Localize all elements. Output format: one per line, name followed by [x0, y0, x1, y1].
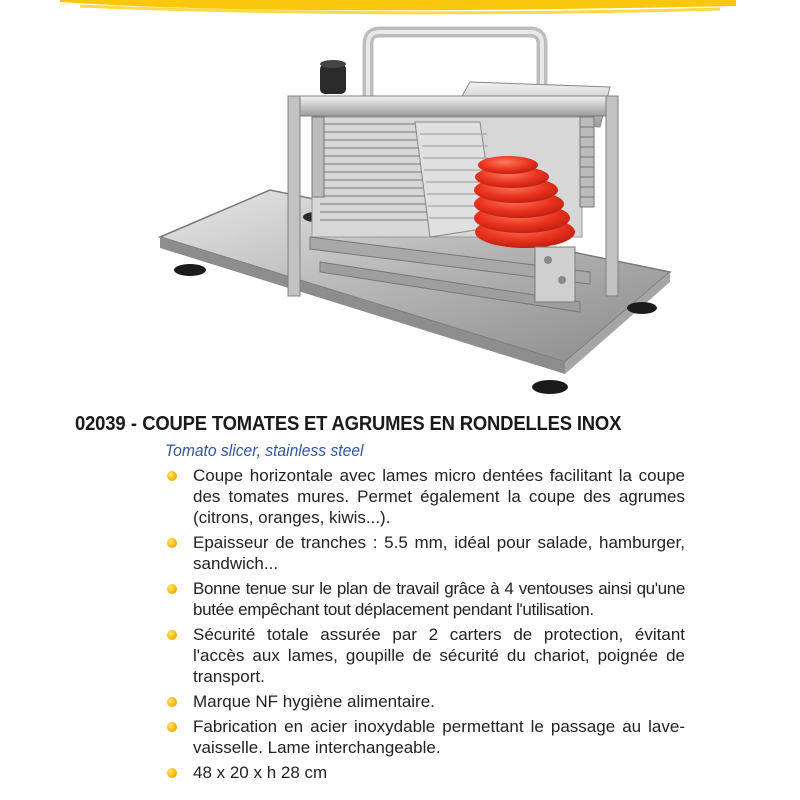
bullet-dot-icon	[167, 471, 177, 481]
list-item	[165, 762, 685, 783]
product-title: COUPE TOMATES ET AGRUMES EN RONDELLES INOX	[142, 412, 622, 435]
list-item	[165, 716, 685, 758]
list-item	[165, 465, 685, 528]
bullet-dot-icon	[167, 697, 177, 707]
bullet-text: Coupe horizontale avec lames micro dentées facilitant la coupe des tomates mures. Permet également la coupe des agrumes (citrons, oranges, kiwis...).	[193, 466, 685, 527]
bullet-text: 48 x 20 x h 28 cm	[193, 763, 328, 782]
list-item	[165, 691, 685, 712]
list-item	[165, 578, 685, 620]
title-separator: -	[130, 412, 137, 435]
list-item	[165, 624, 685, 687]
tomato-slicer-photo	[150, 22, 690, 407]
bullet-text: Sécurité totale assurée par 2 carters de protection, évitant l'accès aux lames, goupille de sécurité du chariot, poignée de transport.	[193, 625, 685, 686]
bullet-text: Fabrication en acier inoxydable permettant le passage au lave-vaisselle. Lame interchangeable.	[193, 717, 685, 757]
product-code: 02039	[75, 412, 126, 435]
bullet-dot-icon	[167, 630, 177, 640]
bullet-dot-icon	[167, 768, 177, 778]
bullet-text: Marque NF hygiène alimentaire.	[193, 692, 435, 711]
top-yellow-band	[60, 0, 736, 18]
bullet-dot-icon	[167, 538, 177, 548]
product-title-line	[75, 412, 621, 436]
feature-list	[165, 465, 685, 787]
product-subtitle: Tomato slicer, stainless steel	[165, 441, 364, 460]
bullet-dot-icon	[167, 584, 177, 594]
bullet-text: Epaisseur de tranches : 5.5 mm, idéal pour salade, hamburger, sandwich...	[193, 533, 685, 573]
bullet-dot-icon	[167, 722, 177, 732]
list-item	[165, 532, 685, 574]
bullet-text: Bonne tenue sur le plan de travail grâce à 4 ventouses ainsi qu'une butée empêchant tout déplacement pendant l'utilisation.	[193, 579, 685, 619]
